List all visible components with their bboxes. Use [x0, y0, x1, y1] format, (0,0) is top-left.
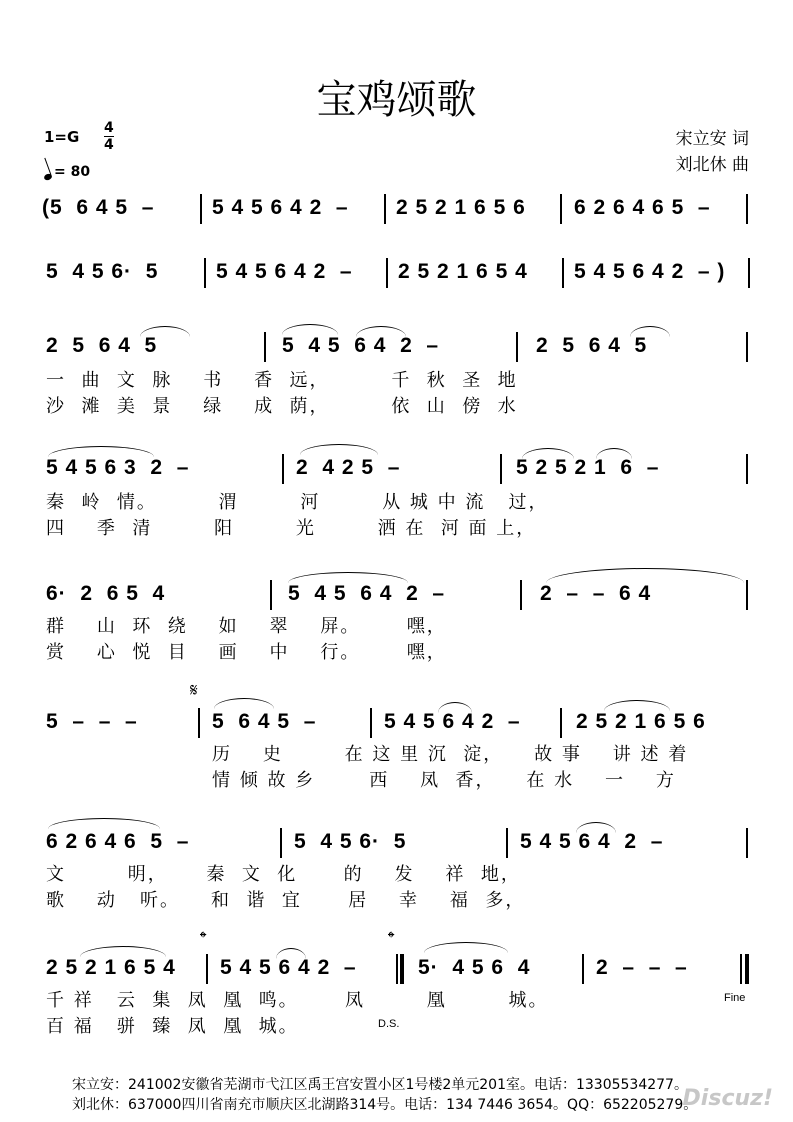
barline — [746, 828, 748, 858]
barline — [280, 828, 282, 858]
barline — [204, 258, 206, 288]
music-line-1 — [0, 192, 793, 232]
tempo-marking — [44, 164, 90, 180]
bar-1: 2 5 2 1 6 5 4 — [46, 956, 176, 979]
bar-2: 5 4 5 6 4 2 – — [282, 334, 440, 357]
bar-2: 5 4 5 6 4 2 – — [288, 582, 446, 605]
bar-2: 5 6 4 5 – — [212, 710, 317, 733]
bar-1: 6· 2 6 5 4 — [46, 582, 166, 605]
bar-2: 5 4 5 6 4 2 – — [212, 196, 349, 219]
repeat-barline — [396, 954, 398, 984]
barline — [582, 954, 584, 984]
slur — [424, 942, 508, 953]
lyrics-verse-1: 一 曲 文 脉 书 香 远， 千 秋 圣 地 — [46, 370, 518, 391]
lyrics-verse-2: 百 福 骈 臻 凤 凰 城。 — [46, 1016, 299, 1037]
barline — [500, 454, 502, 484]
final-barline-thin — [740, 954, 742, 984]
barline — [206, 954, 208, 984]
bar-3: 5 2 5 2 1 6 – — [516, 456, 660, 479]
lyrics-verse-1: 千 祥 云 集 凤 凰 鸣。 凤 凰 城。 — [46, 990, 549, 1011]
bar-1: 5 4 5 6 3 2 – — [46, 456, 190, 479]
bar-4: 5 4 5 6 4 2 – ) — [574, 260, 726, 283]
barline — [270, 580, 272, 610]
slur — [214, 698, 274, 709]
lyrics-verse-2: 沙 滩 美 景 绿 成 荫， 依 山 傍 水 — [46, 396, 518, 417]
final-barline-thick — [745, 954, 749, 984]
barline — [560, 194, 562, 224]
barline — [746, 194, 748, 224]
tempo-value: = 80 — [54, 164, 91, 180]
bar-2: 5 4 5 6 4 2 – — [220, 956, 357, 979]
song-title: 宝鸡颂歌 — [316, 77, 477, 123]
bar-1: 5 – – – — [46, 710, 138, 733]
lyrics-verse-2: 赏 心 悦 目 画 中 行。 嘿， — [46, 642, 447, 663]
bar-4: 2 – – – — [596, 956, 688, 979]
lyrics-verse-1: 文 明， 秦 文 化 的 发 祥 地， — [46, 864, 521, 885]
bar-1: 5 4 5 6· 5 — [46, 260, 159, 283]
bar-4: 2 5 2 1 6 5 6 — [576, 710, 706, 733]
barline — [516, 332, 518, 362]
lyrics-verse-2: 情 倾 故 乡 西 凤 香， 在 水 一 方 — [212, 770, 676, 791]
bar-1: (5 6 4 5 – — [42, 196, 155, 219]
bar-1: 6 2 6 4 6 5 – — [46, 830, 190, 853]
barline — [370, 708, 372, 738]
barline — [562, 258, 564, 288]
meter-top: 4 — [104, 120, 114, 136]
barline — [746, 454, 748, 484]
barline — [384, 194, 386, 224]
lyrics-verse-2: 四 季 清 阳 光 洒 在 河 面 上， — [46, 518, 537, 539]
lyricist-credit: 宋立安 词 — [675, 129, 749, 149]
barline — [520, 580, 522, 610]
barline — [506, 828, 508, 858]
barline — [200, 194, 202, 224]
repeat-barline-thick — [400, 954, 404, 984]
lyrics-verse-1: 秦 岭 情。 渭 河 从 城 中 流 过， — [46, 492, 549, 513]
watermark: Discuz! — [682, 1086, 773, 1111]
lyrics-verse-2: 歌 动 听。 和 谐 宜 居 幸 福 多， — [46, 890, 526, 911]
music-line-4 — [0, 452, 793, 492]
barline — [748, 258, 750, 288]
ds-marking: D.S. — [378, 1018, 400, 1030]
meter-bottom: 4 — [104, 137, 114, 153]
slur — [300, 444, 378, 455]
bar-3: 2 – – 6 4 — [540, 582, 652, 605]
bar-3: 5· 4 5 6 4 — [418, 956, 531, 979]
lyrics-verse-1: 群 山 环 绕 如 翠 屏。 嘿， — [46, 616, 447, 637]
bar-2: 5 4 5 6 4 2 – — [216, 260, 353, 283]
music-line-3 — [0, 330, 793, 370]
bar-3: 5 4 5 6 4 2 – — [384, 710, 521, 733]
segno-icon: 𝄋 — [190, 680, 198, 701]
bar-3: 2 5 6 4 5 — [536, 334, 648, 357]
barline — [264, 332, 266, 362]
bar-2: 2 4 2 5 – — [296, 456, 401, 479]
quarter-note-icon — [43, 173, 53, 181]
barline — [198, 708, 200, 738]
coda-icon: 𝄌 — [200, 928, 207, 949]
music-line-2 — [0, 256, 793, 296]
slur — [48, 818, 160, 829]
bar-3: 2 5 2 1 6 5 4 — [398, 260, 528, 283]
key-signature: 1=G — [44, 128, 80, 146]
time-signature — [104, 120, 114, 153]
barline — [746, 580, 748, 610]
slur — [546, 568, 744, 583]
footer-composer-contact: 刘北休：637000四川省南充市顺庆区北湖路314号。电话：134 7446 3654。QQ：652205279。 — [72, 1097, 698, 1113]
composer-credit: 刘北休 曲 — [675, 155, 749, 175]
bar-3: 5 4 5 6 4 2 – — [520, 830, 664, 853]
barline — [386, 258, 388, 288]
bar-4: 6 2 6 4 6 5 – — [574, 196, 711, 219]
bar-1: 2 5 6 4 5 — [46, 334, 158, 357]
coda-icon: 𝄌 — [388, 928, 395, 949]
barline — [746, 332, 748, 362]
footer-lyricist-contact: 宋立安：241002安徽省芜湖市弋江区禹王宫安置小区1号楼2单元201室。电话：13305534277。 — [72, 1077, 688, 1093]
barline — [560, 708, 562, 738]
barline — [282, 454, 284, 484]
bar-2: 5 4 5 6· 5 — [294, 830, 407, 853]
lyrics-verse-1: 历 史 在 这 里 沉 淀， 故 事 讲 述 着 — [212, 744, 689, 765]
bar-3: 2 5 2 1 6 5 6 — [396, 196, 526, 219]
fine-marking: Fine — [724, 992, 746, 1004]
